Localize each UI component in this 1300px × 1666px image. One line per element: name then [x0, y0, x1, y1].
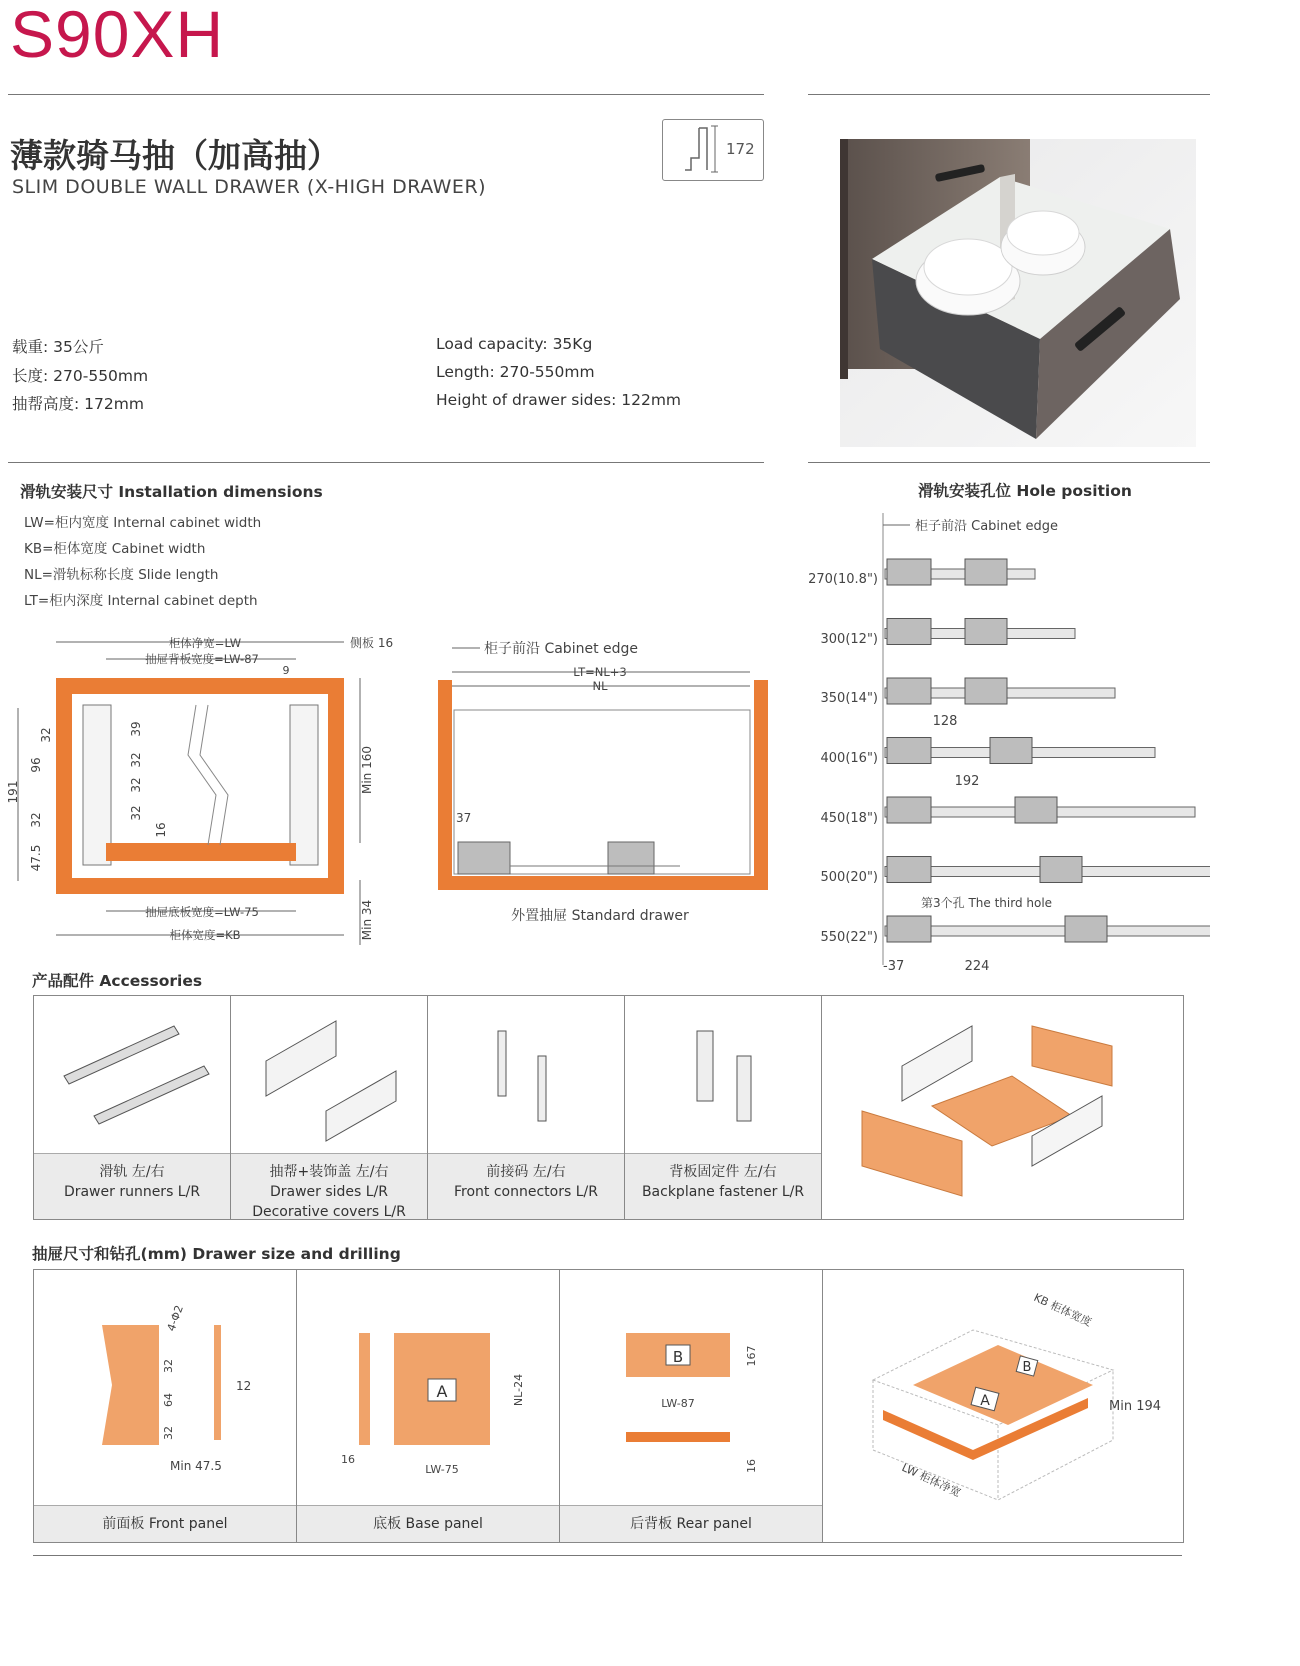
rail-bracket	[887, 678, 931, 704]
connectors-en: Front connectors L/R	[454, 1184, 598, 1200]
rear-16: 16	[745, 1459, 758, 1473]
holes-row-450: 450(18")	[820, 811, 878, 826]
holes-cabinet-edge: 柜子前沿 Cabinet edge	[915, 519, 1059, 534]
sides-en2: Decorative covers L/R	[252, 1204, 406, 1220]
rail-bracket	[1040, 857, 1082, 883]
iso-min194: Min 194	[1109, 1399, 1162, 1414]
iso-kb: KB 柜体宽度	[1031, 1290, 1094, 1330]
side-lt: LT=NL+3	[573, 665, 627, 679]
accessory-front-connectors	[428, 996, 625, 1219]
divider	[8, 462, 764, 463]
holes-third: 第3个孔 The third hole	[921, 896, 1053, 910]
rail-bracket	[965, 559, 1007, 585]
product-photo	[840, 139, 1196, 447]
front-panel-label: 前面板 Front panel	[34, 1505, 296, 1542]
iso-drawer-cell	[823, 1270, 1182, 1542]
front-panel-diagram	[34, 1270, 296, 1506]
base-a: A	[436, 1382, 448, 1401]
accessory-runners	[34, 996, 231, 1219]
front-panel-cell	[34, 1270, 297, 1542]
iso-lw: LW 柜体净宽	[899, 1460, 963, 1500]
fastener-en: Backplane fastener L/R	[641, 1184, 805, 1200]
holes-heading: 滑轨安装孔位 Hole position	[918, 482, 1132, 500]
dim-191: 191	[6, 780, 20, 804]
rail-bracket	[887, 619, 931, 645]
holes-d224: 224	[964, 959, 990, 974]
rail-bracket	[990, 738, 1032, 764]
divider	[808, 462, 1210, 463]
rear-lw87: LW-87	[661, 1397, 695, 1410]
exploded-view	[822, 996, 1182, 1219]
rail-bracket	[965, 619, 1007, 645]
backplane-fastener-icon	[625, 996, 821, 1151]
legend-kb: KB=柜体宽度 Cabinet width	[24, 541, 206, 557]
rail-bracket	[965, 678, 1007, 704]
spec-cn-height: 抽帮高度: 172mm	[12, 395, 144, 413]
side-37: 37	[456, 811, 472, 825]
base-16: 16	[341, 1453, 355, 1466]
dim-96: 96	[29, 757, 43, 773]
base-lw75: LW-75	[425, 1463, 459, 1476]
rail-bracket	[1065, 916, 1107, 942]
spec-cn-length: 长度: 270-550mm	[12, 367, 149, 385]
holes-row-300: 300(12")	[820, 632, 878, 647]
dim-lw: 柜体净宽=LW	[168, 636, 242, 650]
rail-bracket	[887, 916, 931, 942]
dim-min160: Min 160	[360, 745, 374, 795]
sides-en: Drawer sides L/R	[269, 1184, 389, 1200]
front-64: 64	[162, 1393, 175, 1407]
rear-panel-diagram	[560, 1270, 822, 1506]
holes-row-500: 500(20")	[820, 870, 878, 885]
holes-row-400: 400(16")	[820, 751, 878, 766]
dim-min34: Min 34	[360, 899, 374, 941]
front-min475: Min 47.5	[170, 1459, 222, 1473]
holes-d192: 192	[954, 774, 980, 789]
base-panel-diagram	[297, 1270, 559, 1506]
accessories-table	[33, 995, 1184, 1220]
legend-lw: LW=柜内宽度 Internal cabinet width	[24, 515, 262, 531]
front-32b: 32	[162, 1426, 175, 1440]
holes-row-270: 270(10.8")	[808, 572, 878, 587]
dim-kb: 柜体宽度=KB	[169, 928, 241, 942]
dim-nine: 9	[282, 664, 290, 677]
rear-b: B	[672, 1348, 684, 1366]
holes-d37: -37	[883, 959, 905, 974]
holes-row-550: 550(22")	[820, 930, 878, 945]
front-phi: 4-Φ2	[164, 1303, 186, 1334]
dim-16: 16	[154, 822, 168, 838]
product-title-cn: 薄款骑马抽（加高抽）	[10, 136, 340, 175]
rail-bracket	[887, 559, 931, 585]
hole-position-diagram	[805, 505, 1210, 975]
dim-side-board: 侧板 16	[350, 636, 394, 650]
rail-bracket	[887, 797, 931, 823]
connectors-cn: 前接码 左/右	[486, 1164, 566, 1180]
accessory-backplane-fastener	[625, 996, 822, 1219]
spec-cn-load: 载重: 35公斤	[12, 338, 104, 356]
dim-base-width: 抽屉底板宽度=LW-75	[145, 905, 259, 919]
spec-en-load: Load capacity: 35Kg	[436, 335, 593, 353]
spec-en-length: Length: 270-550mm	[436, 363, 595, 381]
drilling-heading: 抽屉尺寸和钻孔(mm) Drawer size and drilling	[32, 1245, 401, 1263]
divider	[33, 1555, 1182, 1556]
side-height-icon	[662, 119, 764, 181]
rail-bracket	[1015, 797, 1057, 823]
legend-nl: NL=滑轨标称长度 Slide length	[24, 567, 219, 583]
side-cabinet-edge: 柜子前沿 Cabinet edge	[484, 641, 639, 657]
drawer-sides-icon	[231, 996, 427, 1151]
dim-32-2: 32	[129, 777, 143, 793]
drilling-table	[33, 1269, 1184, 1543]
dim-32-1: 32	[129, 752, 143, 768]
front-connector-icon	[428, 996, 624, 1151]
front-32a: 32	[162, 1359, 175, 1373]
iso-b: B	[1022, 1360, 1032, 1375]
legend-lt: LT=柜内深度 Internal cabinet depth	[24, 593, 258, 609]
dim-475: 47.5	[29, 844, 43, 872]
front-12: 12	[236, 1379, 252, 1393]
accessory-sides	[231, 996, 428, 1219]
fastener-cn: 背板固定件 左/右	[669, 1164, 777, 1180]
dim-32-3: 32	[129, 805, 143, 821]
side-nl: NL	[592, 679, 608, 693]
sides-cn: 抽帮+装饰盖 左/右	[269, 1164, 389, 1180]
divider	[8, 94, 764, 95]
rear-panel-cell	[560, 1270, 823, 1542]
rail-bracket	[887, 857, 931, 883]
dim-39: 39	[129, 721, 143, 737]
side-view-diagram	[430, 630, 770, 930]
installation-heading: 滑轨安装尺寸 Installation dimensions	[20, 483, 323, 501]
runners-en: Drawer runners L/R	[63, 1184, 201, 1200]
side-height-value: 172	[726, 140, 755, 158]
rear-167: 167	[745, 1345, 758, 1367]
side-caption: 外置抽屉 Standard drawer	[511, 908, 689, 924]
base-panel-label: 底板 Base panel	[297, 1505, 559, 1542]
runners-cn: 滑轨 左/右	[99, 1164, 165, 1180]
runners-icon	[34, 996, 230, 1151]
iso-drawer-diagram	[823, 1270, 1182, 1542]
rail-bracket	[887, 738, 931, 764]
dim-back-width: 抽屉背板宽度=LW-87	[145, 652, 259, 666]
dim-32a: 32	[39, 727, 53, 743]
front-view-diagram	[0, 625, 420, 950]
dim-32b: 32	[29, 812, 43, 828]
holes-d128: 128	[932, 714, 958, 729]
spec-en-height: Height of drawer sides: 122mm	[436, 391, 682, 409]
base-panel-cell	[297, 1270, 560, 1542]
holes-row-350: 350(14")	[820, 691, 878, 706]
divider	[808, 94, 1210, 95]
iso-a: A	[980, 1393, 990, 1409]
slide-rail	[885, 926, 1210, 936]
accessories-heading: 产品配件 Accessories	[32, 972, 203, 990]
product-title-en: SLIM DOUBLE WALL DRAWER (X-HIGH DRAWER)	[12, 176, 487, 198]
rear-panel-label: 后背板 Rear panel	[560, 1505, 822, 1542]
base-nl24: NL-24	[512, 1373, 525, 1407]
model-title: S90XH	[10, 0, 225, 71]
